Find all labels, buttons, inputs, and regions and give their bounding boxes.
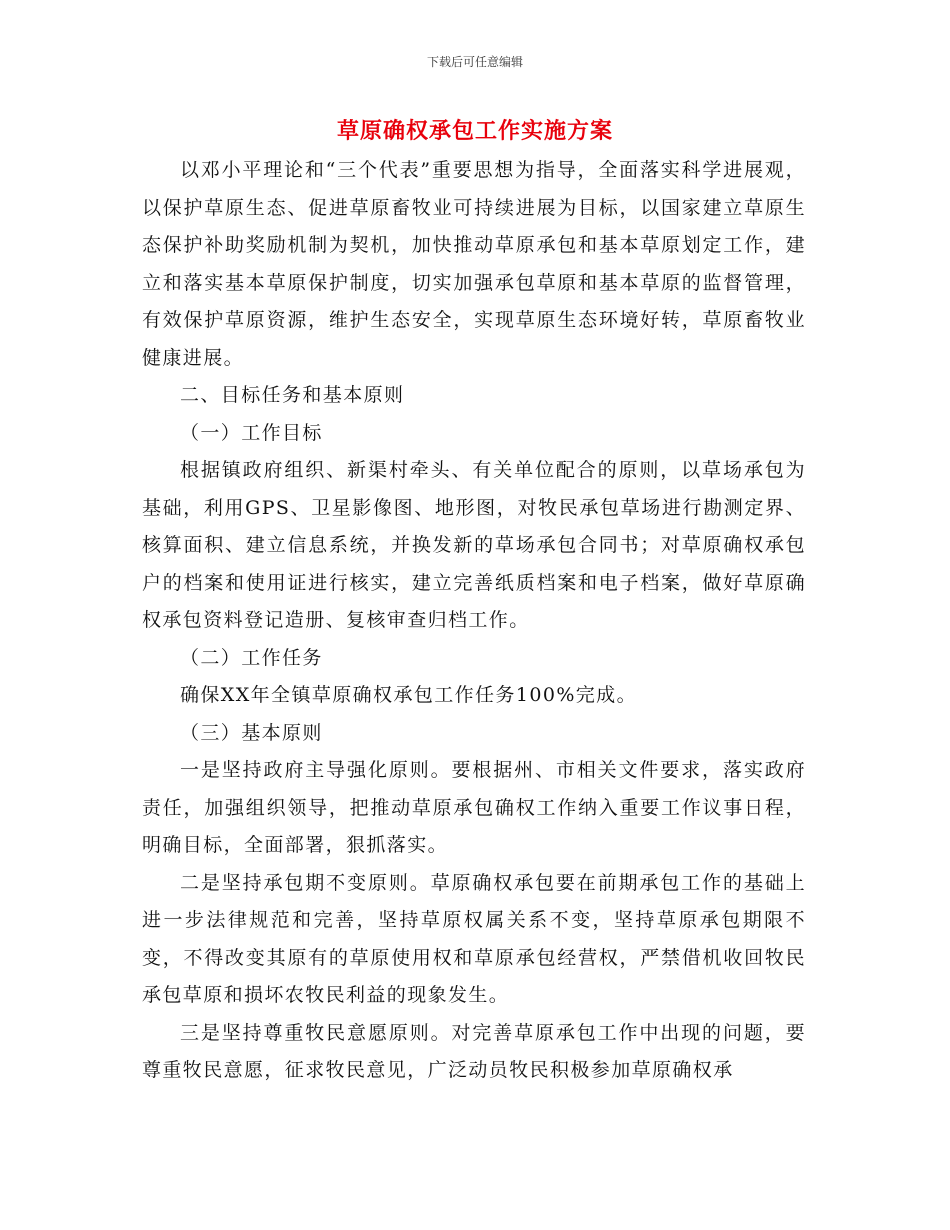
- subheading-work-tasks: （二）工作任务: [180, 646, 323, 669]
- page-header-note: 下载后可任意编辑: [426, 55, 523, 69]
- paragraph-principle-1: 一是坚持政府主导强化原则。要根据州、市相关文件要求，落实政府责任，加强组织领导，把推动草原承包确权工作纳入重要工作议事日程，明确目标，全面部署，狠抓落实。: [142, 759, 806, 856]
- paragraph-intro: 以邓小平理论和“三个代表”重要思想为指导，全面落实科学进展观，以保护草原生态、促进草原畜牧业可持续进展为目标，以国家建立草原生态保护补助奖励机制为契机，加快推动草原承包和基本草原划定工作，建立和落实基本草原保护制度，切实加强承包草原和基本草原的监督管理，有效保护草原资源，维护生态安全，实现草原生态环境好转，草原畜牧业健康进展。: [142, 159, 806, 369]
- paragraph-work-tasks: 确保XX年全镇草原确权承包工作任务100%完成。: [180, 684, 637, 706]
- paragraph-work-goals: 根据镇政府组织、新渠村牵头、有关单位配合的原则，以草场承包为基础，利用GPS、卫星影像图、地形图，对牧民承包草场进行勘测定界、核算面积、建立信息系统，并换发新的草场承包合同书；对草原确权承包户的档案和使用证进行核实，建立完善纸质档案和电子档案，做好草原确权承包资料登记造册、复核审查归档工作。: [142, 459, 806, 631]
- document-body: [142, 152, 806, 1090]
- subheading-basic-principles: （三）基本原则: [180, 721, 323, 744]
- subheading-work-goals: （一）工作目标: [180, 421, 323, 444]
- document-title: 草原确权承包工作实施方案: [336, 119, 613, 144]
- paragraph-principle-3: 三是坚持尊重牧民意愿原则。对完善草原承包工作中出现的问题，要尊重牧民意愿，征求牧民意见，广泛动员牧民积极参加草原确权承: [142, 1021, 806, 1081]
- paragraph-principle-2: 二是坚持承包期不变原则。草原确权承包要在前期承包工作的基础上进一步法律规范和完善，坚持草原权属关系不变，坚持草原承包期限不变，不得改变其原有的草原使用权和草原承包经营权，严禁借机收回牧民承包草原和损坏农牧民利益的现象发生。: [142, 871, 806, 1006]
- section-heading-goals-principles: 二、目标任务和基本原则: [180, 384, 405, 406]
